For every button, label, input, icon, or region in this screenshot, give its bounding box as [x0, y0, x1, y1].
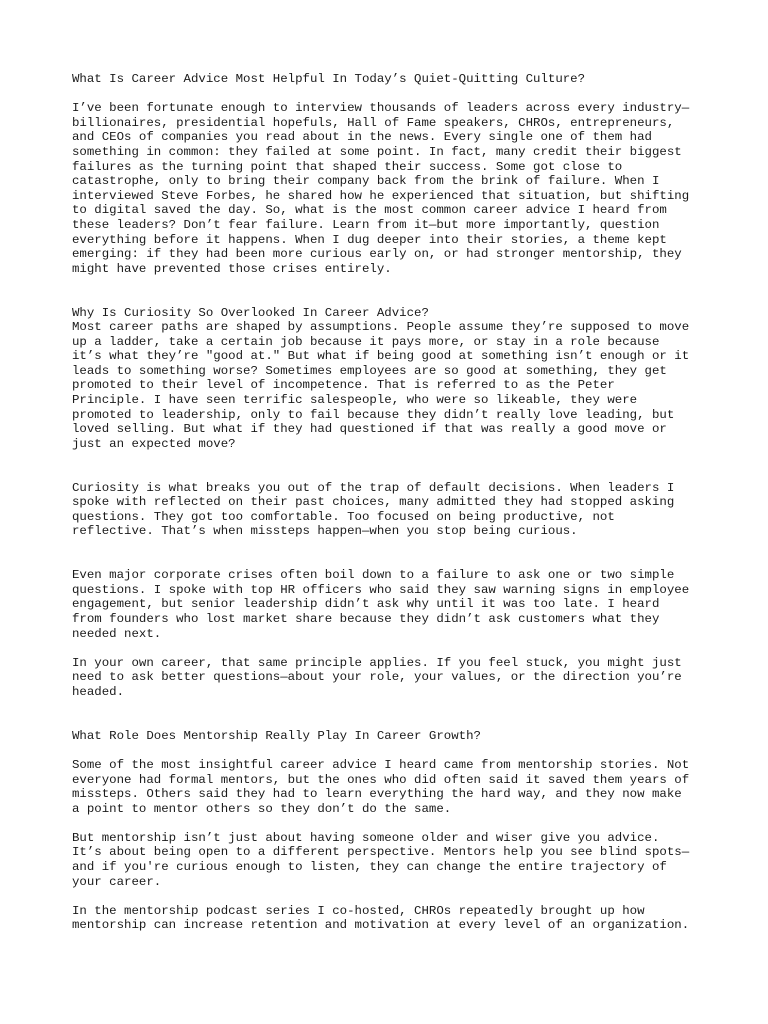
spacer: [72, 641, 712, 656]
mentorship-paragraph-1: Some of the most insightful career advice I heard came from mentorship stories. Not everyone had formal mentors, but the ones who did often said it saved them years of missteps. Others said they had to learn everything the hard way, and they now make a point to mentor others so they don’t do the same.: [72, 757, 690, 816]
mentorship-paragraph-2: But mentorship isn’t just about having someone older and wiser give you advice. It’s about being open to a different perspective. Mentors help you see blind spots— and if you're curious enough to listen, they can change the entire trajectory of your career.: [72, 830, 690, 889]
document-title: What Is Career Advice Most Helpful In Today’s Quiet-Quitting Culture?: [72, 72, 586, 86]
section-heading-mentorship: What Role Does Mentorship Really Play In Career Growth?: [72, 728, 481, 743]
spacer: [72, 889, 712, 904]
curiosity-paragraph-3: Even major corporate crises often boil down to a failure to ask one or two simple questions. I spoke with top HR officers who said they saw warning signs in employee engagement, but senior leadership didn’t ask why until it was too late. I heard from founders who lost market share because they didn’t ask customers what they needed next.: [72, 568, 690, 641]
spacer: [72, 816, 712, 831]
document-page: [72, 72, 712, 933]
curiosity-paragraph-2: Curiosity is what breaks you out of the trap of default decisions. When leaders I spoke with reflected on their past choices, many admitted they had stopped asking questions. They got too comfortable. Too focused on being productive, not reflective. That’s when missteps happen—when you stop being curious.: [72, 480, 675, 539]
spacer: [72, 700, 712, 729]
curiosity-paragraph-1: Most career paths are shaped by assumptions. People assume they’re supposed to move up a ladder, take a certain job because it pays more, or stay in a role because it’s what they’re "good at." But what if being good at something isn’t enough or it leads to something worse? Sometimes employees are so good at something, they get promoted to their level of incompetence. That is referred to as the Peter Principle. I have seen terrific salespeople, who were so likeable, they were promoted to leadership, only to fail because they didn’t really love leading, but loved selling. But what if they had questioned if that was really a good move or just an expected move?: [72, 320, 690, 451]
intro-paragraph: I’ve been fortunate enough to interview thousands of leaders across every industry— billionaires, presidential hopefuls, Hall of Fame speakers, CHROs, entrepreneurs, and CEOs of companies you read about in the news. Every single one of them had something in common: they failed at some point. In fact, many credit their biggest failures as the turning point that shaped their success. Some got close to catastrophe, only to bring their company back from the brink of failure. When I interviewed Steve Forbes, he shared how he experienced that situation, but shifting to digital saved the day. So, what is the most common career advice I heard from these leaders? Don’t fear failure. Learn from it—but more importantly, question everything before it happens. When I dug deeper into their stories, a theme kept emerging: if they had been more curious early on, or had stronger mentorship, they might have prevented those crises entirely.: [72, 101, 690, 276]
spacer: [72, 539, 712, 568]
mentorship-paragraph-3: In the mentorship podcast series I co-hosted, CHROs repeatedly brought up how mentorship can increase retention and motivation at every level of an organization.: [72, 903, 690, 933]
spacer: [72, 451, 712, 480]
section-heading-curiosity: Why Is Curiosity So Overlooked In Career Advice?: [72, 305, 429, 320]
spacer: [72, 87, 712, 102]
spacer: [72, 276, 712, 305]
curiosity-paragraph-4: In your own career, that same principle applies. If you feel stuck, you might just need to ask better questions—about your role, your values, or the direction you’re headed.: [72, 655, 682, 699]
spacer: [72, 743, 712, 758]
